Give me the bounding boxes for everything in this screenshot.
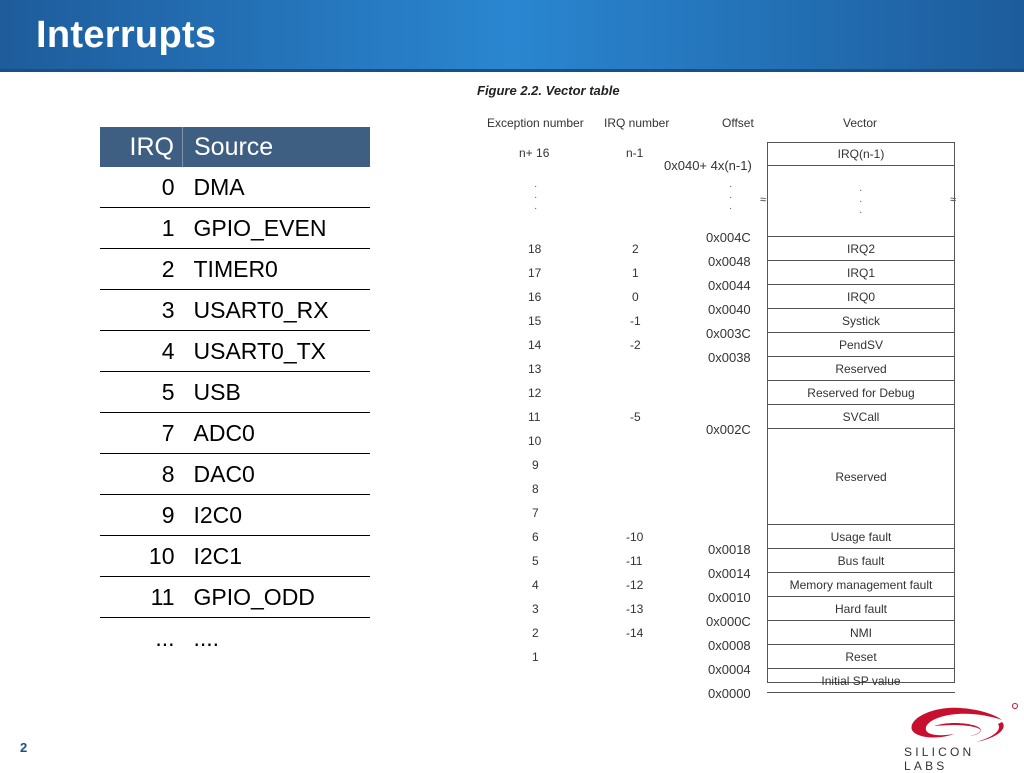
source-cell: I2C1 (183, 536, 371, 577)
offset-label: 0x0000 (708, 686, 751, 701)
irq-number: 1 (632, 266, 639, 280)
break-mark-icon: ≈ (760, 194, 767, 206)
exception-number: 14 (528, 338, 542, 352)
vector-cell: Usage fault (767, 525, 955, 549)
exception-number: 15 (528, 314, 542, 328)
exception-number: 18 (528, 242, 542, 256)
table-row (100, 536, 370, 577)
source-cell: TIMER0 (183, 249, 371, 290)
column-header-irq-number: IRQ number (604, 116, 670, 130)
irq-cell: 0 (100, 167, 183, 208)
exception-number: 10 (528, 434, 542, 448)
vector-table-figure (466, 79, 1004, 707)
irq-cell: 1 (100, 208, 183, 249)
source-cell: DAC0 (183, 454, 371, 495)
exception-number: 4 (532, 578, 539, 592)
title-bar (0, 0, 1024, 72)
vector-cell: Reserved for Debug (767, 381, 955, 405)
offset-label: 0x040+ 4x(n-1) (664, 158, 752, 173)
ellipsis-dots: · · · (534, 181, 538, 214)
figure-caption: Figure 2.2. Vector table (477, 83, 620, 98)
irq-cell: 11 (100, 577, 183, 618)
irq-number: -13 (626, 602, 644, 616)
irq-number: -2 (630, 338, 641, 352)
offset-label: 0x0014 (708, 566, 751, 581)
irq-number: -11 (626, 554, 643, 568)
table-row (100, 249, 370, 290)
column-header-irq: IRQ (100, 127, 183, 167)
table-row (100, 577, 370, 618)
offset-label: 0x0048 (708, 254, 751, 269)
irq-number: -14 (626, 626, 644, 640)
irq-number: -1 (630, 314, 641, 328)
offset-label: 0x0038 (708, 350, 751, 365)
exception-number: 8 (532, 482, 539, 496)
vector-cell: SVCall (767, 405, 955, 429)
vector-cell: NMI (767, 621, 955, 645)
irq-cell: 10 (100, 536, 183, 577)
exception-number: 17 (528, 266, 542, 280)
irq-cell: 3 (100, 290, 183, 331)
vector-cell: Reserved (767, 357, 955, 381)
irq-cell: 7 (100, 413, 183, 454)
exception-number: 3 (532, 602, 539, 616)
ellipsis-dots: · · · (729, 181, 733, 214)
source-cell: USB (183, 372, 371, 413)
irq-cell: 8 (100, 454, 183, 495)
source-cell: USART0_TX (183, 331, 371, 372)
irq-number: -10 (626, 530, 644, 544)
exception-number: 13 (528, 362, 542, 376)
exception-number: 9 (532, 458, 539, 472)
break-mark-icon: ≈ (950, 194, 957, 206)
irq-cell: ... (155, 624, 175, 651)
irq-source-table (100, 127, 370, 658)
offset-label: 0x002C (706, 422, 751, 437)
exception-number: 16 (528, 290, 542, 304)
table-row (100, 208, 370, 249)
table-row (100, 413, 370, 454)
offset-label: 0x004C (706, 230, 751, 245)
slide-number: 2 (20, 740, 28, 755)
exception-number: 2 (532, 626, 539, 640)
irq-number: -5 (630, 410, 641, 424)
table-row (100, 290, 370, 331)
column-header-source: Source (183, 127, 371, 167)
vector-cell: Memory management fault (767, 573, 955, 597)
offset-label: 0x0004 (708, 662, 751, 677)
table-row (100, 372, 370, 413)
offset-label: 0x0044 (708, 278, 751, 293)
column-header-exception-number: Exception number (487, 116, 584, 130)
vector-cell: IRQ1 (767, 261, 955, 285)
offset-label: 0x003C (706, 326, 751, 341)
irq-cell: 9 (100, 495, 183, 536)
source-cell: GPIO_ODD (183, 577, 371, 618)
table-row (100, 167, 370, 208)
column-header-offset: Offset (722, 116, 754, 130)
vector-cell: Bus fault (767, 549, 955, 573)
logo-text: SILICON LABS (904, 745, 975, 773)
offset-label: 0x000C (706, 614, 751, 629)
source-cell: USART0_RX (183, 290, 371, 331)
exception-number: 6 (532, 530, 539, 544)
vector-cell: Initial SP value (767, 669, 955, 693)
table-row (100, 331, 370, 372)
vector-cell: Reserved (767, 429, 955, 525)
irq-cell: 5 (100, 372, 183, 413)
vector-cell: IRQ(n-1) (767, 142, 955, 166)
vector-cell: Reset (767, 645, 955, 669)
irq-number: 2 (632, 242, 639, 256)
exception-number: 1 (532, 650, 539, 664)
table-row (100, 495, 370, 536)
source-cell: DMA (183, 167, 371, 208)
irq-cell: 4 (100, 331, 183, 372)
slide-title: Interrupts (36, 14, 217, 56)
source-cell: GPIO_EVEN (183, 208, 371, 249)
vector-cell-elided (767, 166, 955, 237)
ellipsis-dots: · · · (859, 185, 863, 218)
source-cell: .... (193, 624, 220, 651)
irq-number: 0 (632, 290, 639, 304)
irq-number: n-1 (626, 146, 644, 160)
vector-cell: IRQ0 (767, 285, 955, 309)
exception-number: 7 (532, 506, 539, 520)
vector-cell: Systick (767, 309, 955, 333)
offset-label: 0x0040 (708, 302, 751, 317)
offset-label: 0x0010 (708, 590, 751, 605)
irq-cell: 2 (100, 249, 183, 290)
exception-number: 11 (528, 410, 541, 424)
vector-cell: PendSV (767, 333, 955, 357)
vector-cell: IRQ2 (767, 237, 955, 261)
irq-number: -12 (626, 578, 644, 592)
exception-number: n+ 16 (519, 146, 550, 160)
table-row (100, 454, 370, 495)
offset-label: 0x0018 (708, 542, 751, 557)
column-header-vector: Vector (843, 116, 878, 130)
vector-cell: Hard fault (767, 597, 955, 621)
source-cell: ADC0 (183, 413, 371, 454)
exception-number: 12 (528, 386, 542, 400)
table-header-row (100, 127, 370, 167)
table-row (100, 618, 370, 659)
exception-number: 5 (532, 554, 539, 568)
source-cell: I2C0 (183, 495, 371, 536)
offset-label: 0x0008 (708, 638, 751, 653)
